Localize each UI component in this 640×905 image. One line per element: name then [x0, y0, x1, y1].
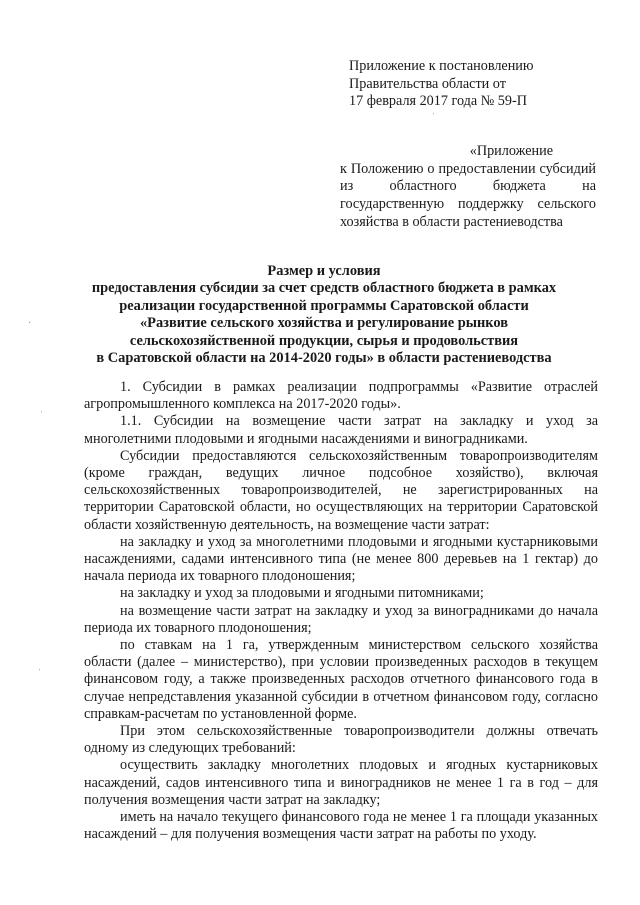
paragraph: на закладку и уход за плодовыми и ягодными питомниками;	[120, 585, 484, 602]
annex-body: к Положению о предоставлении субсидий из областного бюджета на государственную поддержку сельского хозяйства в области растениеводства	[340, 160, 596, 230]
title-line: сельскохозяйственной продукции, сырья и продовольствия	[129, 332, 519, 349]
scan-mark: ˈ	[38, 668, 42, 679]
title-line: предоставления субсидии за счет средств областного бюджета в рамках	[91, 280, 557, 297]
paragraph: 1.1. Субсидии на возмещение части затрат на закладку и уход за многолетними плодовыми и ягодными насаждениями и виноградниками.	[84, 413, 598, 447]
title-line: «Развитие сельского хозяйства и регулирование рынков	[139, 315, 508, 332]
scan-mark: ˈ	[40, 410, 44, 421]
title-line: реализации государственной программы Саратовской области	[119, 297, 529, 314]
header-line: 17 февраля 2017 года № 59-П	[349, 93, 527, 109]
scan-mark: ·	[28, 318, 32, 329]
paragraph: Субсидии предоставляются сельскохозяйственным товаропроизводителям (кроме граждан, ведущих личное подсобное хозяйство), включая сельскохозяйственных товаропроизводителей, не зарегистрированных на территории Саратовской области, но осуществляющих на территории Саратовской области хозяйственную деятельность, на возмещение части затрат:	[84, 447, 598, 533]
document-title	[82, 263, 566, 367]
title-line: в Саратовской области на 2014-2020 годы» в области растениеводства	[96, 350, 552, 367]
paragraph: на возмещение части затрат на закладку и уход за виноградниками до начала периода их товарного плодоношения;	[84, 602, 598, 636]
paragraph: 1. Субсидии в рамках реализации подпрограммы «Развитие отраслей агропромышленного комплекса на 2017-2020 годы».	[84, 379, 598, 413]
paragraph: на закладку и уход за многолетними плодовыми и ягодными кустарниковыми насаждениями, садами интенсивного типа (не менее 800 деревьев на 1 гектар) до начала периода их товарного плодоношения;	[84, 533, 598, 585]
paragraph: по ставкам на 1 га, утвержденным министерством сельского хозяйства области (далее – министерство), при условии произведенных расходов в текущем финансовом году, а также произведенных расходов отчетного финансового года в случае непредставления указанной субсидии в отчетном финансовом году, согласно справкам-расчетам по установленной форме.	[84, 637, 598, 722]
resolution-header	[349, 58, 599, 111]
paragraph: иметь на начало текущего финансового года не менее 1 га площади указанных насаждений – для получения возмещения части затрат на работы по уходу.	[84, 809, 598, 843]
header-line: Приложение к постановлению	[349, 58, 534, 74]
paragraph: осуществить закладку многолетних плодовых и ягодных кустарниковых насаждений, садов интенсивного типа и виноградников не менее 1 га в год – для получения возмещения части затрат на закладку;	[84, 757, 598, 808]
paragraph: При этом сельскохозяйственные товаропроизводители должны отвечать одному из следующих требований:	[84, 723, 598, 757]
document-body	[84, 379, 598, 843]
title-line: Размер и условия	[267, 263, 381, 279]
annex-reference	[340, 143, 596, 232]
scan-mark: ˈ	[432, 112, 436, 123]
header-line: Правительства области от	[349, 75, 506, 92]
annex-title: «Приложение	[469, 143, 553, 159]
